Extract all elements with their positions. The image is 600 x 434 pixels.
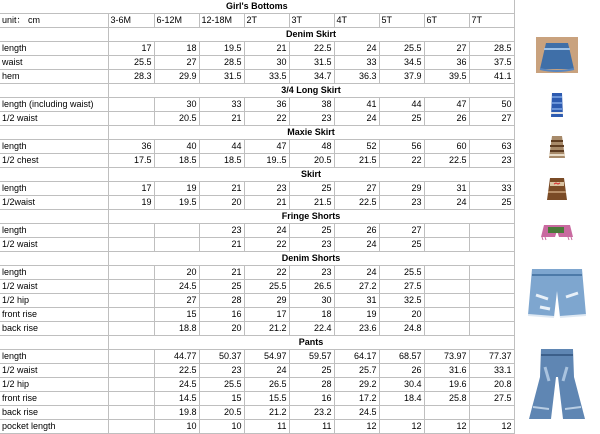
measurement-value: 44 [379, 98, 424, 112]
measurement-value [108, 406, 154, 420]
measurement-value: 28.5 [199, 56, 244, 70]
measurement-label: length [0, 266, 108, 280]
measurement-value: 27 [154, 294, 199, 308]
image-column-cell [514, 0, 600, 14]
measurement-value: 28 [289, 378, 334, 392]
measurement-label: length (including waist) [0, 98, 108, 112]
image-column-cell [514, 14, 600, 28]
measurement-value: 68.57 [379, 350, 424, 364]
measurement-value: 24 [334, 238, 379, 252]
size-header: 5T [379, 14, 424, 28]
measurement-label: front rise [0, 392, 108, 406]
measurement-value: 19 [108, 196, 154, 210]
size-header: 3T [289, 14, 334, 28]
measurement-value: 60 [424, 140, 469, 154]
measurement-row [0, 280, 600, 294]
fringe-shorts-icon [540, 221, 574, 245]
measurement-value [469, 322, 514, 336]
measurement-value: 31.6 [424, 364, 469, 378]
measurement-row [0, 294, 600, 308]
long-skirt-icon [550, 91, 564, 123]
measurement-value: 29.2 [334, 378, 379, 392]
measurement-label: length [0, 224, 108, 238]
measurement-value: 15 [154, 308, 199, 322]
measurement-value [108, 392, 154, 406]
measurement-value: 29 [379, 182, 424, 196]
measurement-value: 24 [334, 266, 379, 280]
product-image-cell [514, 98, 600, 126]
measurement-value: 21 [199, 182, 244, 196]
measurement-value: 31 [424, 182, 469, 196]
measurement-value: 24.5 [154, 378, 199, 392]
measurement-value [108, 322, 154, 336]
measurement-value: 21 [244, 42, 289, 56]
product-image-cell [514, 224, 600, 252]
measurement-value: 28 [199, 294, 244, 308]
measurement-value: 20 [199, 322, 244, 336]
section-spacer [0, 28, 108, 42]
measurement-value [108, 364, 154, 378]
measurement-value: 27 [154, 56, 199, 70]
measurement-value: 34.7 [289, 70, 334, 84]
measurement-value: 24 [424, 196, 469, 210]
size-header: 6T [424, 14, 469, 28]
measurement-value: 23 [289, 266, 334, 280]
section-spacer [0, 252, 108, 266]
measurement-value: 25.7 [334, 364, 379, 378]
measurement-value [469, 294, 514, 308]
measurement-value [108, 98, 154, 112]
measurement-value: 28.5 [469, 42, 514, 56]
measurement-label: length [0, 140, 108, 154]
measurement-label: length [0, 182, 108, 196]
chart-title: Girl's Bottoms [0, 0, 514, 14]
size-header: 12-18M [199, 14, 244, 28]
measurement-value: 28.3 [108, 70, 154, 84]
measurement-value: 19.5 [154, 196, 199, 210]
measurement-value: 24 [244, 364, 289, 378]
measurement-value: 24 [244, 224, 289, 238]
measurement-value: 23 [199, 364, 244, 378]
measurement-value: 26 [424, 112, 469, 126]
measurement-value: 27 [424, 42, 469, 56]
measurement-value: 23 [469, 154, 514, 168]
denim-skirt-icon [534, 35, 580, 79]
measurement-value [424, 224, 469, 238]
measurement-value: 25 [469, 196, 514, 210]
measurement-value: 16 [289, 392, 334, 406]
measurement-value: 27.5 [469, 392, 514, 406]
measurement-value: 33.5 [244, 70, 289, 84]
measurement-value: 36 [424, 56, 469, 70]
measurement-label: 1/2waist [0, 196, 108, 210]
measurement-row [0, 350, 600, 364]
measurement-row [0, 392, 600, 406]
measurement-value: 47 [424, 98, 469, 112]
measurement-label: 1/2 waist [0, 238, 108, 252]
measurement-value [108, 378, 154, 392]
measurement-value: 24 [334, 112, 379, 126]
measurement-value: 21.2 [244, 322, 289, 336]
measurement-value: 23.6 [334, 322, 379, 336]
measurement-value: 18 [154, 42, 199, 56]
section-spacer [0, 168, 108, 182]
measurement-value: 27 [469, 112, 514, 126]
measurement-value [469, 266, 514, 280]
product-image-cell [514, 42, 600, 84]
measurement-value: 36 [244, 98, 289, 112]
measurement-value: 15.5 [244, 392, 289, 406]
measurement-value: 22.5 [424, 154, 469, 168]
measurement-value: 18.8 [154, 322, 199, 336]
section-spacer [0, 126, 108, 140]
measurement-value: 33 [334, 56, 379, 70]
measurement-value: 22.5 [289, 42, 334, 56]
product-image-cell [514, 182, 600, 210]
section-title-row [0, 28, 600, 42]
measurement-value: 27.2 [334, 280, 379, 294]
measurement-value: 12 [379, 420, 424, 434]
measurement-value: 21.2 [244, 406, 289, 420]
measurement-value: 21 [199, 266, 244, 280]
measurement-value: 20.5 [199, 406, 244, 420]
measurement-label: 1/2 hip [0, 294, 108, 308]
size-header: 7T [469, 14, 514, 28]
measurement-value: 23.2 [289, 406, 334, 420]
measurement-value: 26 [379, 364, 424, 378]
measurement-value [469, 280, 514, 294]
measurement-value: 18.5 [154, 154, 199, 168]
measurement-value [469, 238, 514, 252]
measurement-value: 47 [244, 140, 289, 154]
measurement-row [0, 364, 600, 378]
measurement-value: 33 [469, 182, 514, 196]
measurement-value: 20.8 [469, 378, 514, 392]
measurement-value: 48 [289, 140, 334, 154]
measurement-value [469, 406, 514, 420]
section-title: Fringe Shorts [108, 210, 514, 224]
measurement-value: 20.5 [289, 154, 334, 168]
measurement-value: 19.5 [199, 42, 244, 56]
measurement-value: 25.8 [424, 392, 469, 406]
measurement-value: 23 [289, 238, 334, 252]
measurement-value: 15 [199, 392, 244, 406]
section-title: Maxie Skirt [108, 126, 514, 140]
measurement-value: 41.1 [469, 70, 514, 84]
measurement-value: 56 [379, 140, 424, 154]
measurement-value: 33 [199, 98, 244, 112]
measurement-row [0, 98, 600, 112]
measurement-value: 19.8 [154, 406, 199, 420]
size-header: 2T [244, 14, 289, 28]
maxie-skirt-icon [548, 135, 566, 163]
measurement-value: 23 [199, 224, 244, 238]
section-spacer [0, 210, 108, 224]
measurement-value: 17 [108, 42, 154, 56]
measurement-label: 1/2 waist [0, 280, 108, 294]
measurement-value [108, 350, 154, 364]
section-title: Denim Skirt [108, 28, 514, 42]
measurement-value [108, 294, 154, 308]
measurement-value: 27 [334, 182, 379, 196]
section-title: 3/4 Long Skirt [108, 84, 514, 98]
measurement-value: 25 [289, 224, 334, 238]
measurement-value: 18.5 [199, 154, 244, 168]
measurement-value: 22 [244, 112, 289, 126]
section-title: Pants [108, 336, 514, 350]
measurement-label: pocket length [0, 420, 108, 434]
image-column-cell [514, 252, 600, 266]
measurement-label: length [0, 42, 108, 56]
measurement-value: 26 [334, 224, 379, 238]
measurement-value: 34.5 [379, 56, 424, 70]
measurement-value: 21 [199, 238, 244, 252]
measurement-value: 29.9 [154, 70, 199, 84]
measurement-value [379, 406, 424, 420]
measurement-label: back rise [0, 406, 108, 420]
measurement-value: 44 [199, 140, 244, 154]
measurement-value: 19 [154, 182, 199, 196]
title-row [0, 0, 600, 14]
measurement-value: 37.9 [379, 70, 424, 84]
measurement-value: 11 [244, 420, 289, 434]
measurement-value [108, 112, 154, 126]
measurement-label: 1/2 waist [0, 364, 108, 378]
measurement-value: 25.5 [244, 280, 289, 294]
measurement-value [469, 308, 514, 322]
measurement-value: 30 [244, 56, 289, 70]
measurement-value: 25.5 [379, 266, 424, 280]
measurement-value: 11 [289, 420, 334, 434]
measurement-value: 25.5 [199, 378, 244, 392]
measurement-value: 54.97 [244, 350, 289, 364]
measurement-row [0, 56, 600, 70]
measurement-value [108, 308, 154, 322]
section-title-row [0, 210, 600, 224]
section-title-row [0, 252, 600, 266]
size-header: 3-6M [108, 14, 154, 28]
measurement-value: 39.5 [424, 70, 469, 84]
measurement-value: 27 [379, 224, 424, 238]
measurement-value: 17.5 [108, 154, 154, 168]
measurement-row [0, 378, 600, 392]
measurement-value: 31.5 [289, 56, 334, 70]
measurement-row [0, 322, 600, 336]
measurement-label: front rise [0, 308, 108, 322]
measurement-label: length [0, 350, 108, 364]
denim-shorts-icon [526, 265, 588, 325]
measurement-value: 29 [244, 294, 289, 308]
measurement-label: 1/2 chest [0, 154, 108, 168]
measurement-value [154, 238, 199, 252]
measurement-value [424, 308, 469, 322]
measurement-row [0, 406, 600, 420]
section-title-row [0, 168, 600, 182]
product-image-cell [514, 350, 600, 434]
measurement-value: 18 [289, 308, 334, 322]
measurement-value [424, 266, 469, 280]
measurement-value: 17 [244, 308, 289, 322]
measurement-label: hem [0, 70, 108, 84]
measurement-value: 25.5 [108, 56, 154, 70]
measurement-value [424, 280, 469, 294]
measurement-label: back rise [0, 322, 108, 336]
measurement-value [108, 224, 154, 238]
measurement-value: 17.2 [334, 392, 379, 406]
measurement-value: 24.8 [379, 322, 424, 336]
measurement-value: 24 [334, 42, 379, 56]
measurement-value [424, 406, 469, 420]
measurement-value: 36.3 [334, 70, 379, 84]
measurement-value [424, 238, 469, 252]
section-title-row [0, 84, 600, 98]
measurement-value: 37.5 [469, 56, 514, 70]
measurement-value [108, 266, 154, 280]
measurement-row [0, 42, 600, 56]
measurement-value: 23 [244, 182, 289, 196]
measurement-value [154, 224, 199, 238]
measurement-value: 30 [154, 98, 199, 112]
measurement-value: 17 [108, 182, 154, 196]
measurement-value: 25 [379, 112, 424, 126]
measurement-value: 22 [244, 266, 289, 280]
measurement-value: 26.5 [289, 280, 334, 294]
measurement-value: 31.5 [199, 70, 244, 84]
measurement-value [108, 280, 154, 294]
measurement-value: 36 [108, 140, 154, 154]
product-image-cell [514, 140, 600, 168]
measurement-value: 12 [424, 420, 469, 434]
measurement-value: 33.1 [469, 364, 514, 378]
measurement-value: 52 [334, 140, 379, 154]
measurement-value: 21 [199, 112, 244, 126]
measurement-label: 1/2 waist [0, 112, 108, 126]
measurement-value: 63 [469, 140, 514, 154]
measurement-row [0, 182, 600, 196]
measurement-value: 20 [379, 308, 424, 322]
measurement-value: 25 [199, 280, 244, 294]
section-title: Denim Shorts [108, 252, 514, 266]
measurement-value: 22 [379, 154, 424, 168]
size-header: 4T [334, 14, 379, 28]
section-title-row [0, 126, 600, 140]
measurement-value: 18.4 [379, 392, 424, 406]
measurement-row [0, 140, 600, 154]
section-title-row [0, 336, 600, 350]
measurement-value: 26.5 [244, 378, 289, 392]
measurement-value: 24.5 [334, 406, 379, 420]
measurement-value: 44.77 [154, 350, 199, 364]
measurement-value: 23 [379, 196, 424, 210]
measurement-value: 22.5 [334, 196, 379, 210]
size-header: 6-12M [154, 14, 199, 28]
measurement-value: 25.5 [379, 42, 424, 56]
measurement-value: 12 [469, 420, 514, 434]
measurement-value: 50.37 [199, 350, 244, 364]
measurement-value [424, 294, 469, 308]
measurement-value: 64.17 [334, 350, 379, 364]
measurement-label: 1/2 hip [0, 378, 108, 392]
measurement-value: 25 [289, 364, 334, 378]
size-header-row [0, 14, 600, 28]
measurement-value: 21 [244, 196, 289, 210]
unit-label: unit： cm [0, 14, 108, 28]
skirt-icon [546, 176, 568, 206]
measurement-value: 10 [199, 420, 244, 434]
measurement-row [0, 196, 600, 210]
measurement-value: 23 [289, 112, 334, 126]
section-title: Skirt [108, 168, 514, 182]
measurement-row [0, 238, 600, 252]
measurement-value: 25 [379, 238, 424, 252]
measurement-value: 21.5 [334, 154, 379, 168]
measurement-value: 22 [244, 238, 289, 252]
product-image-cell [514, 266, 600, 336]
measurement-value: 59.57 [289, 350, 334, 364]
flare-jeans-icon [527, 347, 587, 425]
measurement-label: waist [0, 56, 108, 70]
measurement-value: 77.37 [469, 350, 514, 364]
measurement-row [0, 70, 600, 84]
section-spacer [0, 336, 108, 350]
measurement-value: 14.5 [154, 392, 199, 406]
measurement-value: 50 [469, 98, 514, 112]
measurement-value: 25 [289, 182, 334, 196]
measurement-value: 20 [199, 196, 244, 210]
measurement-value: 30 [289, 294, 334, 308]
measurement-value: 22.5 [154, 364, 199, 378]
measurement-value: 41 [334, 98, 379, 112]
measurement-row [0, 308, 600, 322]
measurement-value: 40 [154, 140, 199, 154]
measurement-value: 16 [199, 308, 244, 322]
measurement-row [0, 112, 600, 126]
measurement-value: 20.5 [154, 112, 199, 126]
measurement-value [469, 224, 514, 238]
measurement-value: 24.5 [154, 280, 199, 294]
measurement-value: 12 [334, 420, 379, 434]
measurement-value: 19 [334, 308, 379, 322]
measurement-value: 19.6 [424, 378, 469, 392]
measurement-value: 21.5 [289, 196, 334, 210]
measurement-value: 20 [154, 266, 199, 280]
measurement-value: 27.5 [379, 280, 424, 294]
section-spacer [0, 84, 108, 98]
measurement-value [424, 322, 469, 336]
measurement-row [0, 224, 600, 238]
measurement-row [0, 266, 600, 280]
measurement-value: 19..5 [244, 154, 289, 168]
measurement-value: 22.4 [289, 322, 334, 336]
measurement-value [108, 238, 154, 252]
measurement-value: 32.5 [379, 294, 424, 308]
measurement-row [0, 154, 600, 168]
measurement-value: 30.4 [379, 378, 424, 392]
measurement-value: 38 [289, 98, 334, 112]
measurement-value: 73.97 [424, 350, 469, 364]
measurement-value: 10 [154, 420, 199, 434]
measurement-value: 31 [334, 294, 379, 308]
